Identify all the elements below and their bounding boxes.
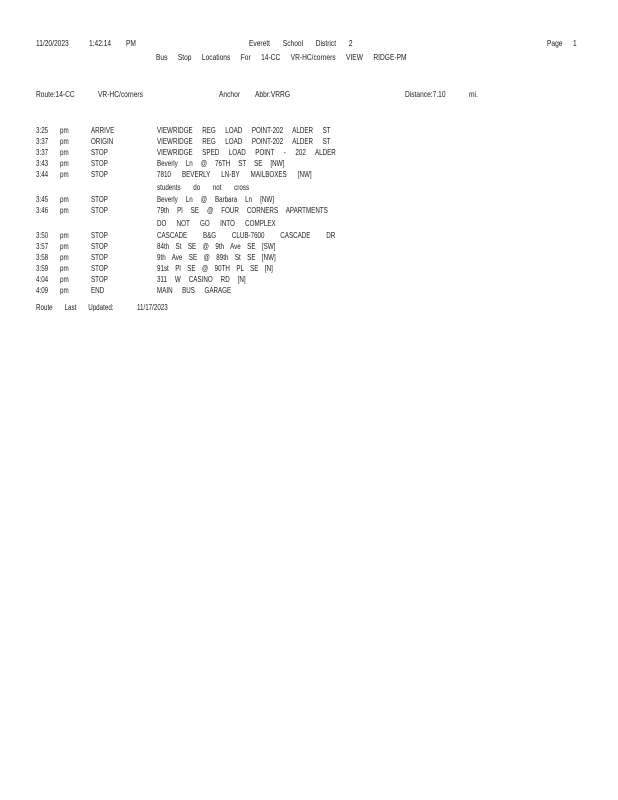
stop-location: 9th Ave SE @ 89th St SE [NW]	[157, 253, 276, 262]
stop-location: MAIN BUS GARAGE	[157, 286, 232, 295]
stop-type: STOP	[91, 195, 108, 204]
stop-type: STOP	[91, 206, 108, 215]
stop-type: ARRIVE	[91, 126, 115, 135]
stop-type: END	[91, 286, 105, 295]
stop-type: STOP	[91, 159, 108, 168]
report-time: 1:42:14	[89, 38, 112, 48]
stop-type: STOP	[91, 148, 108, 157]
stop-type: STOP	[91, 170, 108, 179]
stop-time: 3:58	[36, 253, 49, 262]
stop-time: 3:59	[36, 264, 49, 273]
stop-ampm: pm	[60, 195, 69, 204]
stop-ampm: pm	[60, 231, 69, 240]
stop-ampm: pm	[60, 137, 69, 146]
stop-ampm: pm	[60, 170, 69, 179]
stop-location: 84th St SE @ 9th Ave SE [SW]	[157, 242, 276, 251]
stop-location: VIEWRIDGE SPED LOAD POINT - 202 ALDER	[157, 148, 336, 157]
stop-time: 3:50	[36, 231, 49, 240]
report-title: Bus Stop Locations For 14-CC VR-HC/corners VIEW RIDGE-PM	[156, 52, 407, 62]
distance-unit: mi.	[469, 89, 478, 99]
stop-time: 3:57	[36, 242, 49, 251]
route-name: VR-HC/corners	[98, 89, 143, 99]
page-label: Page	[547, 38, 563, 48]
stop-time: 3:45	[36, 195, 49, 204]
footer-date: 11/17/2023	[137, 303, 168, 312]
stop-ampm: pm	[60, 253, 69, 262]
stop-location: Beverly Ln @ Barbara Ln [NW]	[157, 195, 274, 204]
stop-location: 7810 BEVERLY LN-BY MAILBOXES [NW]	[157, 170, 312, 179]
district-title: Everett School District 2	[249, 38, 353, 48]
stop-ampm: pm	[60, 264, 69, 273]
stop-location: CASCADE B&G CLUB-7600 CASCADE DR	[157, 231, 336, 240]
stop-ampm: pm	[60, 126, 69, 135]
stop-location: VIEWRIDGE REG LOAD POINT-202 ALDER ST	[157, 126, 331, 135]
stop-time: 3:25	[36, 126, 49, 135]
page-number: 1	[573, 38, 577, 48]
stop-type: STOP	[91, 275, 108, 284]
stop-type: STOP	[91, 264, 108, 273]
report-ampm: PM	[126, 38, 136, 48]
route-code: Route:14-CC	[36, 89, 75, 99]
stop-ampm: pm	[60, 206, 69, 215]
stop-ampm: pm	[60, 242, 69, 251]
route-abbr: Abbr:VRRG	[255, 89, 291, 99]
stop-time: 4:09	[36, 286, 49, 295]
stop-time: 3:43	[36, 159, 49, 168]
stop-ampm: pm	[60, 148, 69, 157]
stop-type: STOP	[91, 242, 108, 251]
stop-time: 3:46	[36, 206, 49, 215]
footer-label: Route Last Updated:	[36, 303, 114, 312]
stop-type: STOP	[91, 231, 108, 240]
stop-type: STOP	[91, 253, 108, 262]
stop-time: 3:44	[36, 170, 49, 179]
stop-time: 3:37	[36, 148, 49, 157]
report-date: 11/20/2023	[36, 38, 69, 48]
stop-location: 91st Pl SE @ 90TH PL SE [N]	[157, 264, 273, 273]
stop-note-text: students do not cross	[157, 183, 250, 192]
stop-location: VIEWRIDGE REG LOAD POINT-202 ALDER ST	[157, 137, 331, 146]
stop-time: 3:37	[36, 137, 49, 146]
route-distance: Distance:7.10	[405, 89, 446, 99]
stop-ampm: pm	[60, 286, 69, 295]
stop-location: 79th Pl SE @ FOUR CORNERS APARTMENTS	[157, 206, 328, 215]
stop-location: 311 W CASINO RD [N]	[157, 275, 246, 284]
stop-note-text: DO NOT GO INTO COMPLEX	[157, 219, 276, 228]
stop-ampm: pm	[60, 159, 69, 168]
anchor-label: Anchor	[219, 89, 241, 99]
stop-ampm: pm	[60, 275, 69, 284]
stop-location: Beverly Ln @ 76TH ST SE [NW]	[157, 159, 285, 168]
stop-type: ORIGIN	[91, 137, 114, 146]
stop-time: 4:04	[36, 275, 49, 284]
